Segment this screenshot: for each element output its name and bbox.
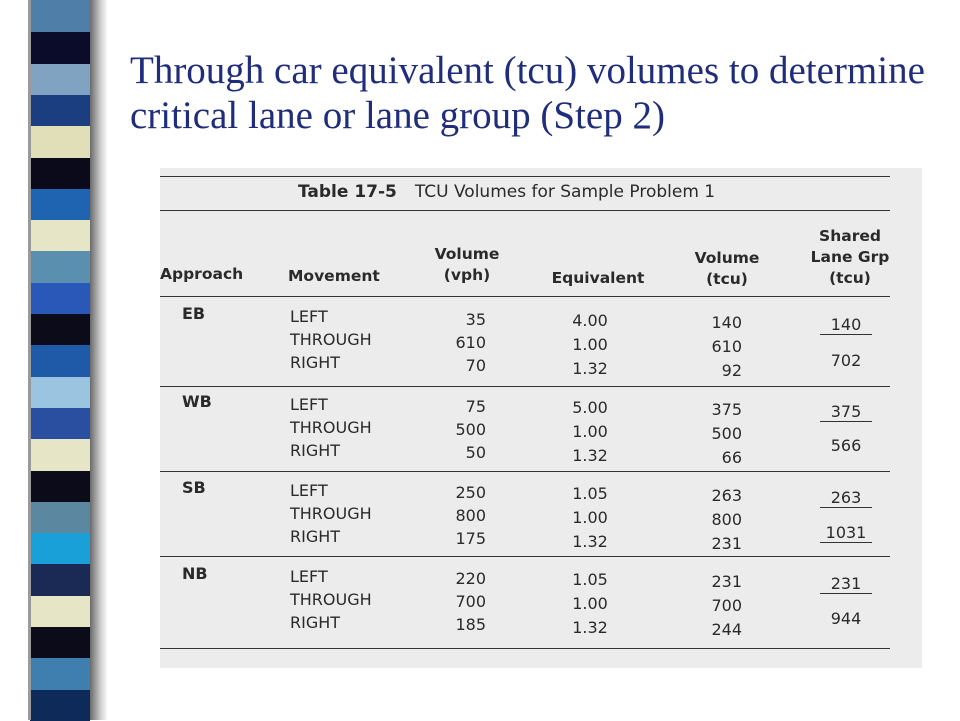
equivalent-cell: 1.32 (572, 532, 608, 551)
title-rule (160, 210, 890, 211)
header-shared-line2: Lane Grp (810, 248, 890, 266)
movement-cell: THROUGH (290, 504, 372, 523)
volume-vph-cell: 610 (455, 333, 486, 352)
header-volume-tcu-line2: (tcu) (706, 270, 748, 288)
volume-tcu-cell: 610 (711, 337, 742, 356)
strip-shadow (90, 0, 108, 720)
approach-label: SB (182, 478, 206, 497)
equivalent-cell: 1.00 (572, 594, 608, 613)
shared-lane-value: 140 (820, 316, 872, 335)
strip-block (30, 470, 90, 502)
volume-tcu-cell: 231 (711, 572, 742, 591)
strip-block (30, 282, 90, 314)
strip-block (30, 31, 90, 63)
strip-block (30, 626, 90, 658)
strip-block (30, 376, 90, 408)
strip-block (30, 595, 90, 627)
header-volume-vph-line1: Volume (434, 245, 500, 263)
header-volume-vph (428, 244, 506, 286)
equivalent-cell: 1.32 (572, 446, 608, 465)
shared-lane-value: 944 (830, 609, 862, 628)
volume-vph-cell: 700 (455, 592, 486, 611)
strip-block (30, 125, 90, 157)
strip-block (30, 532, 90, 564)
approach-label: EB (182, 304, 206, 323)
group-rule (160, 386, 890, 387)
shared-lane-value: 231 (820, 575, 872, 594)
group-rule (160, 556, 890, 557)
volume-vph-cell: 800 (455, 506, 486, 525)
volume-tcu-cell: 92 (721, 361, 742, 380)
approach-label: NB (182, 564, 208, 583)
strip-block (30, 407, 90, 439)
equivalent-cell: 1.05 (572, 570, 608, 589)
equivalent-cell: 1.05 (572, 484, 608, 503)
strip-edge (28, 0, 31, 720)
volume-tcu-cell: 700 (711, 596, 742, 615)
volume-tcu-cell: 800 (711, 510, 742, 529)
movement-cell: LEFT (290, 395, 328, 414)
group-rule (160, 471, 890, 472)
strip-block (30, 344, 90, 376)
header-equivalent: Equivalent (551, 269, 645, 287)
header-movement: Movement (288, 267, 380, 285)
top-rule (160, 176, 890, 177)
movement-cell: LEFT (290, 481, 328, 500)
table-caption: TCU Volumes for Sample Problem 1 (414, 182, 716, 202)
equivalent-cell: 1.32 (572, 359, 608, 378)
decorative-strip (0, 0, 110, 720)
movement-cell: LEFT (290, 307, 328, 326)
movement-cell: THROUGH (290, 590, 372, 609)
movement-cell: THROUGH (290, 330, 372, 349)
bottom-rule (160, 648, 890, 649)
shared-lane-value: 375 (820, 403, 872, 422)
equivalent-cell: 5.00 (572, 398, 608, 417)
strip-block (30, 689, 90, 721)
volume-tcu-cell: 500 (711, 424, 742, 443)
equivalent-cell: 1.32 (572, 618, 608, 637)
header-rule (160, 296, 890, 297)
header-volume-tcu (682, 248, 772, 290)
equivalent-cell: 1.00 (572, 422, 608, 441)
volume-vph-cell: 185 (455, 615, 486, 634)
shared-lane-value: 566 (830, 436, 862, 455)
strip-block (30, 313, 90, 345)
volume-tcu-cell: 244 (711, 620, 742, 639)
approach-label: WB (182, 392, 212, 411)
volume-vph-cell: 500 (455, 420, 486, 439)
slide-title: Through car equivalent (tcu) volumes to determine critical lane or lane group (Step 2) (130, 49, 925, 137)
strip-block (30, 501, 90, 533)
volume-tcu-cell: 375 (711, 400, 742, 419)
volume-tcu-cell: 231 (711, 534, 742, 553)
strip-block (30, 438, 90, 470)
strip-block (30, 157, 90, 189)
shared-lane-value: 263 (820, 489, 872, 508)
movement-cell: RIGHT (290, 441, 341, 460)
equivalent-cell: 4.00 (572, 311, 608, 330)
strip-block (30, 563, 90, 595)
volume-vph-cell: 175 (455, 529, 486, 548)
equivalent-cell: 1.00 (572, 335, 608, 354)
header-approach: Approach (160, 265, 244, 283)
strip-block (30, 94, 90, 126)
strip-block (30, 63, 90, 95)
volume-vph-cell: 75 (465, 397, 486, 416)
table-label: Table 17-5 (298, 182, 397, 202)
volume-vph-cell: 35 (465, 310, 486, 329)
strip-block (30, 0, 90, 32)
shared-lane-value: 1031 (820, 524, 872, 543)
header-volume-tcu-line1: Volume (694, 249, 760, 267)
movement-cell: RIGHT (290, 613, 341, 632)
strip-block (30, 250, 90, 282)
strip-block (30, 657, 90, 689)
volume-vph-cell: 220 (455, 569, 486, 588)
strip-block (30, 219, 90, 251)
volume-vph-cell: 70 (465, 356, 486, 375)
table-title (298, 182, 715, 202)
equivalent-cell: 1.00 (572, 508, 608, 527)
header-shared-line3: (tcu) (829, 269, 871, 287)
volume-tcu-cell: 66 (721, 448, 742, 467)
volume-vph-cell: 250 (455, 483, 486, 502)
volume-tcu-cell: 263 (711, 486, 742, 505)
volume-tcu-cell: 140 (711, 313, 742, 332)
header-volume-vph-line2: (vph) (443, 266, 491, 284)
movement-cell: RIGHT (290, 527, 341, 546)
scanned-table (160, 168, 922, 668)
header-shared-lane-group (800, 226, 900, 289)
movement-cell: RIGHT (290, 353, 341, 372)
movement-cell: THROUGH (290, 418, 372, 437)
header-shared-line1: Shared (819, 227, 881, 245)
shared-lane-value: 702 (830, 351, 862, 370)
volume-vph-cell: 50 (465, 443, 486, 462)
strip-block (30, 188, 90, 220)
movement-cell: LEFT (290, 567, 328, 586)
